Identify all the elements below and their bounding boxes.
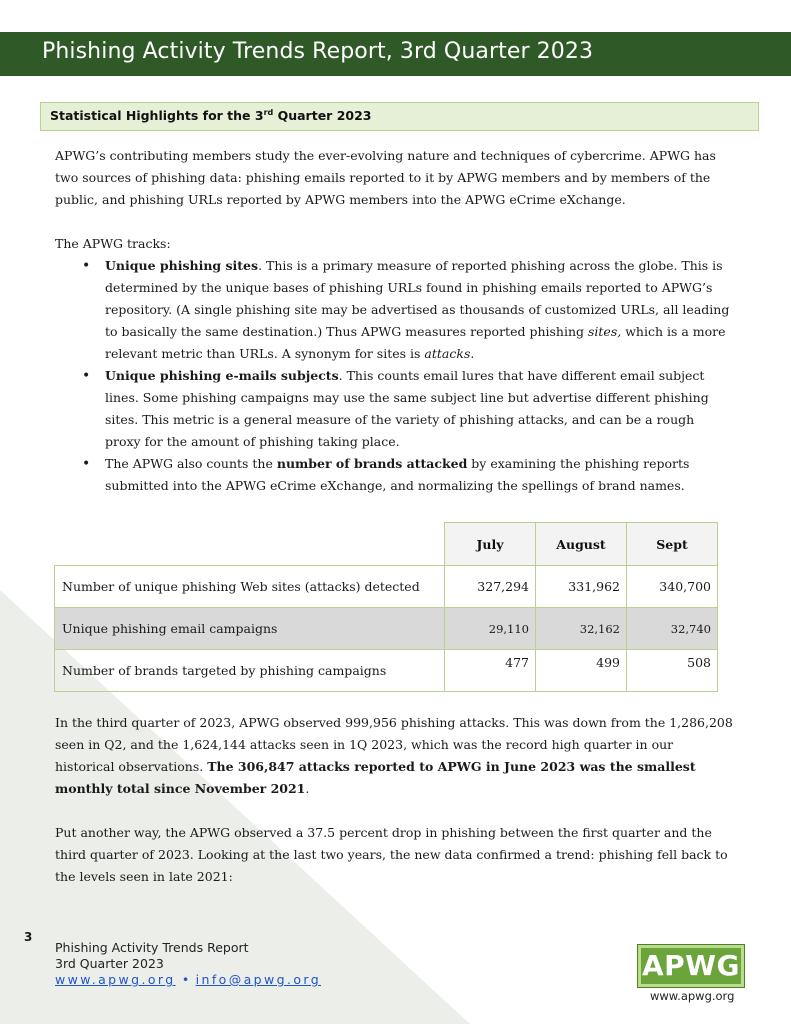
row-label: Number of unique phishing Web sites (attacks) detected	[55, 566, 445, 608]
col-header-august: August	[536, 523, 627, 566]
tracked-metrics-list	[55, 255, 730, 497]
email-link[interactable]: info@apwg.org	[195, 972, 322, 987]
intro-paragraph: APWG’s contributing members study the ever-evolving nature and techniques of cybercrime. APWG has two sources of phishing data: phishing emails reported to it by APWG members and by members of the public, and phishing URLs reported by APWG members into the APWG eCrime eXchange.	[55, 148, 716, 207]
list-item: • The APWG also counts the number of brands attacked by examining the phishing reports submitted into the APWG eCrime eXchange, and normalizing the spellings of brand names.	[55, 453, 730, 497]
report-header	[0, 32, 791, 76]
footer-links	[55, 972, 321, 988]
section-heading: Statistical Highlights for the 3rd Quarter 2023	[40, 102, 759, 131]
cell-value: 331,962	[536, 566, 627, 608]
apwg-logo: APWG	[638, 945, 744, 987]
list-item: • Unique phishing sites. This is a primary measure of reported phishing across the globe. This is determined by the unique bases of phishing URLs found in phishing emails reported to APWG’s repository. (A single phishing site may be advertised as thousands of customized URLs, all leading to basically the same destination.) Thus APWG measures reported phishing sites, which is a more relevant metric than URLs. A synonym for sites is attacks.	[55, 255, 730, 365]
cell-value: 508	[627, 650, 718, 692]
cell-value: 340,700	[627, 566, 718, 608]
cell-value: 32,162	[536, 608, 627, 650]
analysis-content	[55, 712, 735, 888]
cell-value: 327,294	[445, 566, 536, 608]
link-separator: •	[181, 972, 190, 987]
logo-url: www.apwg.org	[650, 989, 735, 1003]
col-header-sept: Sept	[627, 523, 718, 566]
website-link[interactable]: www.apwg.org	[55, 972, 176, 987]
table-row	[55, 608, 718, 650]
tracks-label: The APWG tracks:	[55, 236, 171, 251]
list-item: • Unique phishing e-mails subjects. This counts email lures that have different email subject lines. Some phishing campaigns may use the same subject line but advertise different phishing sites. This metric is a general measure of the variety of phishing attacks, and can be a rough proxy for the amount of phishing taking place.	[55, 365, 730, 453]
table-row	[55, 566, 718, 608]
phishing-stats-table	[54, 522, 718, 692]
cell-value: 32,740	[627, 608, 718, 650]
col-header-july: July	[445, 523, 536, 566]
trend-paragraph: Put another way, the APWG observed a 37.5 percent drop in phishing between the first quarter and the third quarter of 2023. Looking at the last two years, the new data confirmed a trend: phishing fell back to the levels seen in late 2021:	[55, 825, 728, 884]
row-label: Unique phishing email campaigns	[55, 608, 445, 650]
q3-summary-paragraph: In the third quarter of 2023, APWG observed 999,956 phishing attacks. This was down from the 1,286,208 seen in Q2, and the 1,624,144 attacks seen in 1Q 2023, which was the record high quarter in our historical observations. The 306,847 attacks reported to APWG in June 2023 was the smallest monthly total since November 2021.	[55, 715, 733, 796]
cell-value: 477	[445, 650, 536, 692]
intro-content	[55, 145, 730, 497]
footer-quarter: 3rd Quarter 2023	[55, 956, 164, 971]
report-title: Phishing Activity Trends Report, 3rd Quarter 2023	[42, 39, 594, 64]
footer	[55, 940, 321, 988]
page-number: 3	[24, 930, 33, 944]
cell-value: 29,110	[445, 608, 536, 650]
row-label: Number of brands targeted by phishing campaigns	[55, 650, 445, 692]
table-row	[55, 650, 718, 692]
footer-report-title: Phishing Activity Trends Report	[55, 940, 249, 955]
cell-value: 499	[536, 650, 627, 692]
table-header-row	[55, 523, 718, 566]
